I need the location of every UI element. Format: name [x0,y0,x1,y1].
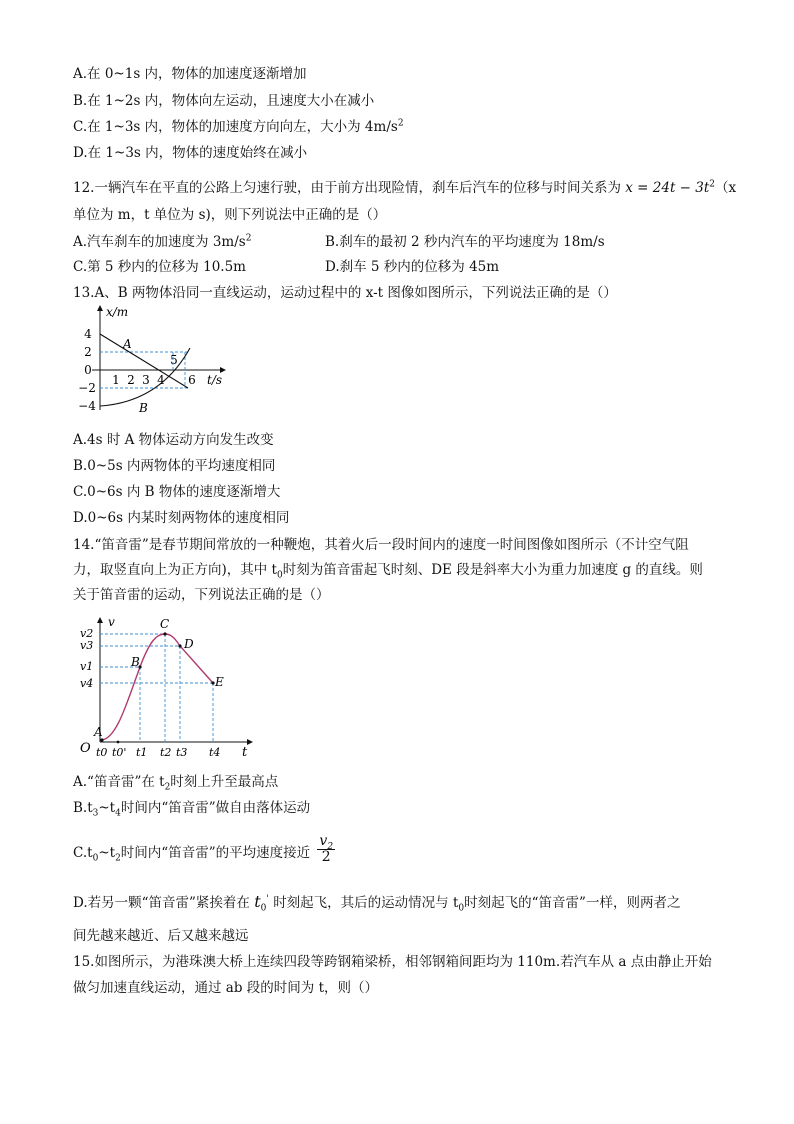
q15-stem-line2: 做匀加速直线运动，通过 ab 段的时间为 t，则（） [73,980,378,996]
q13-stem: 13.A、B 两物体沿同一直线运动，运动过程中的 x-t 图像如图所示，下列说法正确的是（） [73,285,617,301]
q14-v1: v1 [80,660,94,673]
q14-v4: v4 [80,677,94,690]
q14-option-c: $C.t_0\sim t_2$时间内“笛音雷”的平均速度接近 $\frac{v_2}{2}$ [73,833,334,865]
q14-point-e: E [215,675,224,689]
q14-option-a: A.“笛音雷”在 $t_2$时刻上升至最高点 [73,774,279,793]
q13-ytick-neg2: −2 [78,381,96,395]
q14-option-d-line1: D.若另一颗“笛音雷”紧挨着在 $t_0'$ 时刻起飞，其后的运动情况与 $t_0$时刻起飞的“笛音雷”一样，则两者之 [73,892,681,914]
q14-vt-graph [72,612,262,762]
q13-ytick-2: 2 [84,345,92,359]
q13-xtick-4: 4 [157,373,165,387]
q12-option-a: A.汽车刹车的加速度为 $3m/s^2$ [73,233,252,250]
q13-label-a: A [123,337,132,351]
q13-xtick-3: 3 [142,373,150,387]
q14-option-b: $B.t_3\sim t_4$时间内“笛音雷”做自由落体运动 [73,800,311,819]
q13-x-label: t/s [207,373,223,387]
q14-t4: t4 [209,746,221,759]
q13-xtick-5: 5 [170,353,178,367]
q13-xt-graph [80,302,240,422]
q14-point-c: C [160,617,170,631]
q12-stem-line1: 12.一辆汽车在平直的公路上匀速行驶，由于前方出现险情，刹车后汽车的位移与时间关系为 $x = 24t - 3t^2(x$ [73,179,737,196]
q12-formula: x = 24t − 3t [625,180,710,196]
q14-t1: t1 [136,746,148,759]
q12-option-b: B.刹车的最初 2 秒内汽车的平均速度为 18m/s [325,234,605,250]
q11-option-c: C.在 1~3s 内，物体的加速度方向向左，大小为 $4m/s^2$ [73,118,404,135]
q14-t3: t3 [176,746,188,759]
q14-point-a: A [94,725,103,739]
q14-option-d-line2: 间先越来越近、后又越来越远 [73,928,249,944]
q14-v2: v2 [80,627,94,640]
q14-point-d: D [184,637,194,651]
q14-t2: t2 [160,746,172,759]
q13-label-b: B [139,401,148,415]
q14-stem-line2: 力，取竖直向上为正方向)，其中 $t_0$时刻为笛音雷起飞时刻、DE 段是斜率大小为重力加速度 g 的直线。则 [73,562,703,581]
q13-option-d: D.0~6s 内某时刻两物体的速度相同 [73,510,290,526]
q14-x-label: t [242,745,248,760]
q13-option-b: B.0~5s 内两物体的平均速度相同 [73,458,276,474]
q12-option-c: C.第 5 秒内的位移为 10.5m [73,259,246,275]
q14-point-b: B [131,655,140,669]
q13-xtick-6: 6 [188,373,196,387]
q13-ytick-4: 4 [84,327,92,341]
q14-stem-line1: 14.“笛音雷”是春节期间常放的一种鞭炮，其着火后一段时间内的速度一时间图像如图所示（不计空气阻 [73,537,689,553]
q11-option-d: D.在 1~3s 内，物体的速度始终在减小 [73,145,308,161]
q14-y-label: v [108,615,115,629]
q12-option-d: D.刹车 5 秒内的位移为 45m [325,259,500,275]
q13-xtick-1: 1 [112,373,120,387]
q11-option-a: A.在 0~1s 内，物体的加速度逐渐增加 [73,66,307,82]
q14-t0: t0 [96,746,108,759]
q14-vt-curve [102,634,213,740]
q14-option-c-fraction: $\frac{v_2}{2}$ [319,833,334,865]
q11-option-b: B.在 1~2s 内，物体向左运动，且速度大小在减小 [73,93,375,109]
q13-ytick-neg4: −4 [78,399,96,413]
q13-option-c: C.0~6s 内 B 物体的速度逐渐增大 [73,484,281,500]
q14-t0prime: t0' [112,746,127,759]
q13-ytick-0: 0 [84,363,92,377]
q14-origin: O [80,741,91,756]
q12-stem-line2: 单位为 m，t 单位为 s)，则下列说法中正确的是（） [73,207,387,223]
q14-v3: v3 [80,639,94,652]
q13-option-a: A.4s 时 A 物体运动方向发生改变 [73,432,274,448]
q14-stem-line3: 关于笛音雷的运动，下列说法正确的是（） [73,587,330,603]
q13-xtick-2: 2 [127,373,135,387]
q15-stem-line1: 15.如图所示，为港珠澳大桥上连续四段等跨钢箱梁桥，相邻钢箱间距均为 110m.若汽车从 a 点由静止开始 [73,954,712,970]
q13-y-label: x/m [106,305,129,319]
